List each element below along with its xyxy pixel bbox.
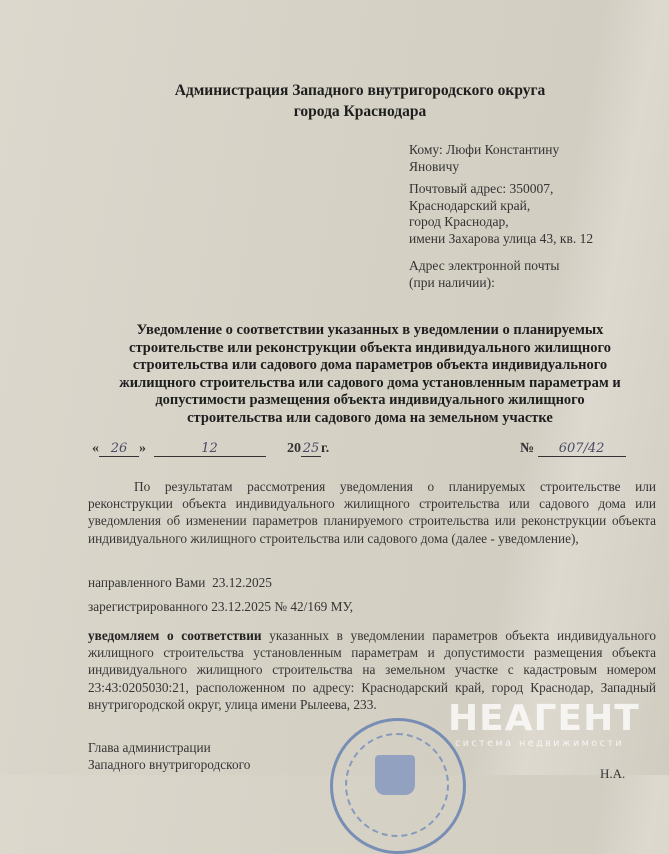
registered-line: зарегистрированного 23.12.2025 № 42/169 МУ, <box>88 599 354 614</box>
date-year-prefix: 20 <box>287 441 301 456</box>
title-line-5: допустимости размещения объекта индивидуального жилищного <box>155 392 585 408</box>
document-date <box>92 441 329 457</box>
postal-address-line-3: город Краснодар, <box>409 214 509 229</box>
submission-info <box>88 571 353 619</box>
watermark-tagline: система недвижимости <box>455 738 625 749</box>
title-line-1: Уведомление о соответствии указанных в уведомлении о планируемых <box>136 322 604 338</box>
title-line-2: строительстве или реконструкции объекта индивидуального жилищного <box>129 339 611 356</box>
title-line-6: строительства или садового дома на земельном участке <box>187 409 553 426</box>
date-year-unit: г. <box>321 441 330 456</box>
recipient-block <box>409 142 649 247</box>
postal-address-line-1: Почтовый адрес: 350007, <box>409 181 554 196</box>
issuer-line-1: Администрация Западного внутригородского округа <box>174 82 546 99</box>
notify-text: указанных в уведомлении параметров объекта индивидуального жилищного строительства установленным параметрам и допустимости размещения объекта индивидуального жилищного строительства на земельном участке с кадастровым номером 23:43:0205030:21, расположенном по адресу: Краснодарский край, город Краснодар, Западный внутригородской округ, улица имени Рылеева, 233. <box>88 628 656 712</box>
date-close-quote: » <box>139 441 146 456</box>
signatory-line-1: Глава администрации <box>88 740 211 755</box>
date-open-quote: « <box>92 441 99 456</box>
email-label-line-1: Адрес электронной почты <box>409 258 560 273</box>
coat-of-arms-icon <box>375 755 415 795</box>
issuer-header <box>150 80 570 122</box>
notify-bold-phrase: уведомляем о соответствии <box>88 628 262 643</box>
paragraph-1-text: По результатам рассмотрения уведомления о планируемых строительстве или реконструкции объекта индивидуального жилищного строительства или садового дома или уведомления об изменении параметров планируемого строительства или реконструкции объекта индивидуального жилищного строительства или садового дома (далее - уведомление), <box>88 479 656 546</box>
date-month: 12 <box>154 441 266 457</box>
document-number <box>520 441 626 457</box>
watermark-logo: НЕАГЕНТ <box>448 698 640 739</box>
official-stamp <box>330 718 466 854</box>
issuer-line-2: города Краснодара <box>293 103 427 120</box>
number-label: № <box>520 441 535 456</box>
signature-block <box>88 739 250 773</box>
title-line-3: строительства или садового дома параметров объекта индивидуального <box>132 357 608 373</box>
number-value: 607/42 <box>538 441 626 457</box>
signatory-initials: Н.А. <box>600 766 626 781</box>
body-paragraph-1 <box>88 478 656 547</box>
title-line-4: жилищного строительства или садового дома установленным параметрам и <box>119 374 621 391</box>
email-label-line-2: (при наличии): <box>409 274 495 290</box>
recipient-to-line-2: Яновичу <box>409 158 460 174</box>
postal-address-line-4: имени Захарова улица 43, кв. 12 <box>409 230 594 246</box>
postal-address-line-2: Краснодарский край, <box>409 197 531 213</box>
date-year-suffix: 25 <box>302 441 320 456</box>
recipient-to-line-1: Кому: Люфи Константину <box>409 142 560 157</box>
sent-line: направленного Вами 23.12.2025 <box>88 575 272 590</box>
document-title <box>100 322 640 427</box>
signatory-line-2: Западного внутригородского <box>88 757 251 773</box>
email-block <box>409 258 629 291</box>
date-day: 26 <box>99 441 139 457</box>
